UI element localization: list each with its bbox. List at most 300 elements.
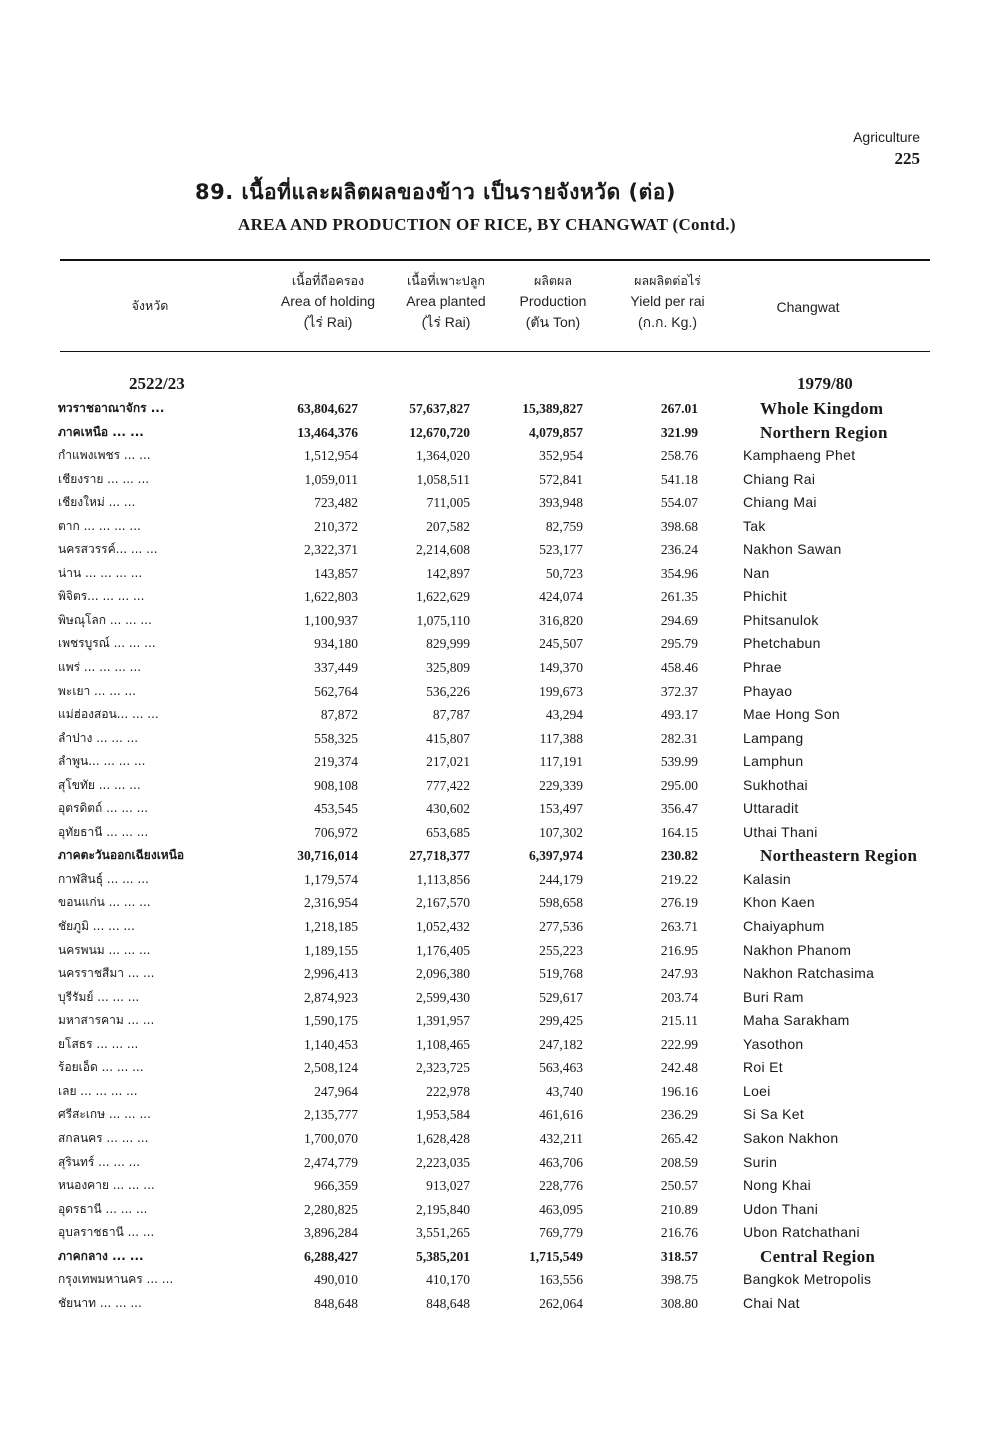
table-row — [0, 515, 990, 539]
table-row — [0, 468, 990, 492]
yield-cell: 219.22 — [660, 871, 698, 887]
holding-cell: 1,590,175 — [304, 1013, 358, 1029]
production-cell: 107,302 — [539, 824, 583, 840]
production-cell: 1,715,549 — [529, 1248, 583, 1264]
planted-cell: 913,027 — [426, 1178, 470, 1194]
production-cell: 50,723 — [545, 565, 583, 581]
holding-cell: 13,464,376 — [297, 424, 358, 440]
changwat-cell: Phichit — [743, 588, 788, 605]
yield-cell: 230.82 — [660, 848, 698, 864]
yield-cell: 196.16 — [660, 1083, 698, 1099]
holding-cell: 219,374 — [314, 754, 358, 770]
yield-cell: 308.80 — [660, 1295, 698, 1311]
table-row — [0, 1174, 990, 1198]
holding-cell: 2,996,413 — [304, 966, 358, 982]
yield-cell: 236.24 — [660, 542, 698, 558]
yield-cell: 242.48 — [660, 1060, 698, 1076]
production-cell: 432,211 — [539, 1130, 583, 1146]
yield-cell: 222.99 — [660, 1036, 698, 1052]
production-cell: 519,768 — [539, 966, 583, 982]
yield-cell: 267.01 — [660, 401, 698, 416]
yield-cell: 164.15 — [660, 824, 698, 840]
production-cell: 572,841 — [539, 471, 583, 487]
production-cell: 316,820 — [539, 612, 583, 628]
holding-cell: 3,896,284 — [304, 1225, 358, 1241]
production-cell: 255,223 — [539, 942, 583, 958]
holding-cell: 2,135,777 — [304, 1107, 358, 1123]
yield-cell: 372.37 — [660, 683, 698, 699]
table-row — [0, 562, 990, 586]
planted-cell: 12,670,720 — [409, 424, 470, 440]
holding-cell: 2,874,923 — [304, 989, 358, 1005]
changwat-cell: Mae Hong Son — [743, 706, 840, 723]
holding-cell: 6,288,427 — [304, 1248, 358, 1264]
column-header-planted-english: Area planted — [406, 293, 486, 309]
province-thai-cell: ลำพูน... ... ... ... — [58, 754, 146, 769]
holding-cell: 723,482 — [314, 495, 358, 511]
table-row — [0, 1056, 990, 1080]
planted-cell: 829,999 — [426, 636, 470, 652]
planted-cell: 325,809 — [426, 660, 470, 676]
yield-cell: 458.46 — [660, 660, 698, 676]
planted-cell: 3,551,265 — [416, 1225, 470, 1241]
planted-cell: 2,223,035 — [416, 1154, 470, 1170]
page-number: 225 — [894, 149, 920, 168]
column-header-yield — [605, 270, 730, 333]
province-thai-cell: ภาคตะวันออกเฉียงเหนือ — [58, 848, 185, 863]
yield-cell: 208.59 — [660, 1154, 698, 1170]
column-header-yield-english: Yield per rai — [630, 293, 705, 309]
holding-cell: 2,508,124 — [304, 1060, 358, 1076]
production-cell: 149,370 — [539, 660, 583, 676]
yield-cell: 398.75 — [660, 1272, 698, 1288]
holding-cell: 558,325 — [314, 730, 358, 746]
column-header-yield-unit: (ก.ก. Kg.) — [638, 314, 697, 330]
changwat-cell: Nakhon Ratchasima — [743, 965, 875, 982]
planted-cell: 2,214,608 — [416, 542, 470, 558]
yield-cell: 356.47 — [660, 801, 698, 817]
planted-cell: 430,602 — [426, 801, 470, 817]
planted-cell: 2,599,430 — [416, 989, 470, 1005]
changwat-cell: Chiang Rai — [743, 470, 816, 487]
changwat-cell: Phrae — [743, 659, 782, 676]
production-cell: 247,182 — [539, 1036, 583, 1052]
yield-cell: 354.96 — [660, 565, 698, 581]
planted-cell: 27,718,377 — [409, 848, 470, 864]
province-thai-cell: ศรีสะเกษ ... ... ... — [58, 1107, 151, 1122]
province-thai-cell: แพร่ ... ... ... ... — [58, 660, 142, 675]
province-thai-cell: ภาคเหนือ ... ... — [58, 424, 144, 439]
planted-cell: 2,323,725 — [416, 1060, 470, 1076]
table-row — [0, 1033, 990, 1057]
yield-cell: 263.71 — [660, 919, 698, 935]
changwat-cell: Nakhon Phanom — [743, 941, 852, 958]
holding-cell: 247,964 — [314, 1083, 358, 1099]
column-header-planted-unit: (ไร่ Rai) — [421, 314, 471, 330]
table-row — [0, 632, 990, 656]
production-cell: 15,389,827 — [522, 401, 583, 416]
planted-cell: 2,167,570 — [416, 895, 470, 911]
production-cell: 117,191 — [539, 754, 583, 770]
yield-cell: 295.00 — [660, 777, 698, 793]
changwat-cell: Loei — [743, 1082, 771, 1099]
holding-cell: 706,972 — [314, 824, 358, 840]
province-thai-cell: ตาก ... ... ... ... — [58, 518, 141, 533]
planted-cell: 1,622,629 — [416, 589, 470, 605]
changwat-cell: Sukhothai — [743, 776, 808, 793]
province-thai-cell: อุดรธานี ... ... ... — [58, 1201, 148, 1216]
yield-cell: 539.99 — [660, 754, 698, 770]
changwat-cell: Yasothon — [743, 1035, 804, 1052]
table-row — [0, 1103, 990, 1127]
province-thai-cell: เชียงราย ... ... ... — [58, 471, 150, 486]
changwat-cell: Chai Nat — [743, 1294, 800, 1311]
changwat-cell: Kalasin — [743, 870, 792, 887]
production-cell: 299,425 — [539, 1013, 583, 1029]
planted-cell: 415,807 — [426, 730, 470, 746]
table-row — [0, 821, 990, 845]
production-cell: 463,706 — [539, 1154, 583, 1170]
table-title-thai: 89. เนื้อที่และผลิตผลของข้าว เป็นรายจังหวัด (ต่อ) — [195, 180, 676, 204]
table-row — [0, 797, 990, 821]
table-row — [0, 656, 990, 680]
province-thai-cell: สุโขทัย ... ... ... — [58, 777, 141, 792]
province-thai-cell: นครราชสีมา ... ... — [58, 966, 155, 981]
header-top-rule — [60, 259, 930, 261]
production-cell: 393,948 — [539, 495, 583, 511]
year-label-thai: 2522/23 — [129, 374, 185, 393]
changwat-cell: Surin — [743, 1153, 778, 1170]
planted-cell: 207,582 — [426, 518, 470, 534]
production-cell: 461,616 — [539, 1107, 583, 1123]
table-row — [0, 444, 990, 468]
production-cell: 245,507 — [539, 636, 583, 652]
production-cell: 199,673 — [539, 683, 583, 699]
table-row-region-total — [0, 844, 990, 868]
table-row — [0, 1292, 990, 1316]
province-thai-cell: ภาคกลาง ... ... — [58, 1248, 144, 1263]
production-cell: 4,079,857 — [529, 424, 583, 440]
holding-cell: 848,648 — [314, 1295, 358, 1311]
changwat-cell: Phitsanulok — [743, 611, 819, 628]
changwat-cell: Central Region — [760, 1246, 876, 1266]
changwat-cell: Chaiyaphum — [743, 918, 825, 935]
yield-cell: 318.57 — [660, 1248, 698, 1264]
production-cell: 153,497 — [539, 801, 583, 817]
holding-cell: 2,322,371 — [304, 542, 358, 558]
yield-cell: 554.07 — [660, 495, 698, 511]
table-row — [0, 1127, 990, 1151]
province-thai-cell: สกลนคร ... ... ... — [58, 1130, 149, 1145]
province-thai-cell: พิษณุโลก ... ... ... — [58, 612, 152, 627]
table-row — [0, 1151, 990, 1175]
table-row — [0, 750, 990, 774]
table-row — [0, 891, 990, 915]
planted-cell: 1,058,511 — [416, 471, 470, 487]
province-thai-cell: กรุงเทพมหานคร ... ... — [58, 1272, 174, 1287]
province-thai-cell: นครสวรรค์... ... ... — [58, 542, 158, 557]
production-cell: 563,463 — [539, 1060, 583, 1076]
column-header-planted — [390, 270, 502, 333]
changwat-cell: Nakhon Sawan — [743, 541, 842, 558]
production-cell: 43,294 — [545, 707, 583, 723]
column-header-holding-english: Area of holding — [280, 293, 376, 309]
changwat-cell: Udon Thani — [743, 1200, 819, 1217]
table-row — [0, 962, 990, 986]
yield-cell: 236.29 — [660, 1107, 698, 1123]
planted-cell: 410,170 — [426, 1272, 470, 1288]
column-header-holding-unit: (ไร่ Rai) — [303, 314, 353, 330]
production-cell: 262,064 — [539, 1295, 583, 1311]
holding-cell: 2,316,954 — [304, 895, 358, 911]
planted-cell: 711,005 — [426, 495, 470, 511]
changwat-cell: Sakon Nakhon — [743, 1129, 839, 1146]
changwat-cell: Northern Region — [760, 422, 888, 442]
production-cell: 769,779 — [539, 1225, 583, 1241]
province-thai-cell: ลำปาง ... ... ... — [58, 730, 139, 745]
changwat-cell: Khon Kaen — [743, 894, 815, 911]
holding-cell: 1,622,803 — [304, 589, 358, 605]
planted-cell: 1,953,584 — [416, 1107, 470, 1123]
changwat-cell: Chiang Mai — [743, 494, 817, 511]
yield-cell: 294.69 — [660, 612, 698, 628]
province-thai-cell: นครพนม ... ... ... — [58, 942, 151, 957]
holding-cell: 1,512,954 — [304, 448, 358, 464]
holding-cell: 1,189,155 — [304, 942, 358, 958]
planted-cell: 653,685 — [426, 824, 470, 840]
province-thai-cell: เพชรบูรณ์ ... ... ... — [58, 636, 156, 651]
changwat-cell: Si Sa Ket — [743, 1106, 805, 1123]
column-header-changwat: Changwat — [776, 299, 840, 315]
production-cell: 228,776 — [539, 1178, 583, 1194]
changwat-cell: Tak — [743, 517, 766, 534]
yield-cell: 216.95 — [660, 942, 698, 958]
holding-cell: 30,716,014 — [297, 848, 358, 864]
production-cell: 598,658 — [539, 895, 583, 911]
province-thai-cell: บุรีรัมย์ ... ... ... — [58, 989, 140, 1004]
yield-cell: 493.17 — [660, 707, 698, 723]
holding-cell: 1,140,453 — [304, 1036, 358, 1052]
changwat-cell: Lamphun — [743, 753, 804, 770]
planted-cell: 777,422 — [426, 777, 470, 793]
production-cell: 277,536 — [539, 919, 583, 935]
production-cell: 6,397,974 — [529, 848, 583, 864]
province-thai-cell: เลย ... ... ... ... — [58, 1083, 138, 1098]
changwat-cell: Kamphaeng Phet — [743, 447, 856, 464]
holding-cell: 1,059,011 — [304, 471, 358, 487]
column-header-province: จังหวัด — [131, 298, 169, 313]
column-header-production — [503, 270, 603, 333]
planted-cell: 536,226 — [426, 683, 470, 699]
holding-cell: 966,359 — [314, 1178, 358, 1194]
table-row — [0, 491, 990, 515]
table-row-region-total — [0, 397, 990, 421]
table-row — [0, 585, 990, 609]
changwat-cell: Phetchabun — [743, 635, 821, 652]
table-row — [0, 1080, 990, 1104]
header-bottom-rule — [60, 351, 930, 352]
holding-cell: 2,280,825 — [304, 1201, 358, 1217]
column-header-production-unit: (ตัน Ton) — [525, 314, 581, 330]
holding-cell: 934,180 — [314, 636, 358, 652]
changwat-cell: Nong Khai — [743, 1177, 812, 1194]
province-thai-cell: อุตรดิตถ์ ... ... ... — [58, 801, 149, 816]
holding-cell: 1,700,070 — [304, 1130, 358, 1146]
holding-cell: 1,100,937 — [304, 612, 358, 628]
changwat-cell: Maha Sarakham — [743, 1012, 850, 1029]
province-thai-cell: ร้อยเอ็ด ... ... ... — [58, 1060, 144, 1075]
column-header-planted-thai: เนื้อที่เพาะปลูก — [407, 273, 485, 288]
yield-cell: 261.35 — [660, 589, 698, 605]
column-header-production-english: Production — [519, 293, 587, 309]
holding-cell: 210,372 — [314, 518, 358, 534]
holding-cell: 87,872 — [320, 707, 358, 723]
year-label-english: 1979/80 — [797, 374, 853, 393]
holding-cell: 63,804,627 — [297, 401, 358, 416]
province-thai-cell: ชัยนาท ... ... ... — [58, 1295, 142, 1310]
table-body — [0, 397, 990, 1315]
changwat-cell: Uttaradit — [743, 800, 799, 817]
yield-cell: 265.42 — [660, 1130, 698, 1146]
province-thai-cell: พิจิตร... ... ... ... — [58, 589, 145, 604]
changwat-cell: Uthai Thani — [743, 823, 818, 840]
table-row — [0, 1009, 990, 1033]
table-row — [0, 680, 990, 704]
table-row — [0, 915, 990, 939]
changwat-cell: Bangkok Metropolis — [743, 1271, 872, 1288]
changwat-cell: Whole Kingdom — [760, 399, 884, 418]
province-thai-cell: หนองคาย ... ... ... — [58, 1178, 155, 1193]
yield-cell: 321.99 — [660, 424, 698, 440]
table-row — [0, 1198, 990, 1222]
planted-cell: 2,096,380 — [416, 966, 470, 982]
planted-cell: 1,364,020 — [416, 448, 470, 464]
column-header-holding — [268, 270, 388, 333]
province-thai-cell: แม่ฮ่องสอน... ... ... — [58, 707, 159, 722]
table-title-english: AREA AND PRODUCTION OF RICE, BY CHANGWAT (Contd.) — [238, 215, 736, 234]
province-thai-cell: ขอนแก่น ... ... ... — [58, 895, 151, 910]
holding-cell: 2,474,779 — [304, 1154, 358, 1170]
yield-cell: 215.11 — [661, 1013, 698, 1029]
province-thai-cell: อุบลราชธานี ... ... — [58, 1225, 155, 1240]
production-cell: 424,074 — [539, 589, 583, 605]
planted-cell: 1,176,405 — [416, 942, 470, 958]
planted-cell: 1,075,110 — [416, 612, 470, 628]
production-cell: 229,339 — [539, 777, 583, 793]
province-thai-cell: ทวราชอาณาจักร ... — [58, 401, 165, 415]
province-thai-cell: ชัยภูมิ ... ... ... — [58, 919, 135, 934]
holding-cell: 562,764 — [314, 683, 358, 699]
planted-cell: 142,897 — [426, 565, 470, 581]
production-cell: 463,095 — [539, 1201, 583, 1217]
yield-cell: 541.18 — [660, 471, 698, 487]
holding-cell: 490,010 — [314, 1272, 358, 1288]
yield-cell: 216.76 — [660, 1225, 698, 1241]
changwat-cell: Phayao — [743, 682, 793, 699]
planted-cell: 5,385,201 — [416, 1248, 470, 1264]
table-row — [0, 1221, 990, 1245]
column-header-holding-thai: เนื้อที่ถือครอง — [291, 273, 365, 288]
province-thai-cell: กำแพงเพชร ... ... — [58, 448, 151, 463]
yield-cell: 398.68 — [660, 518, 698, 534]
holding-cell: 908,108 — [314, 777, 358, 793]
holding-cell: 1,179,574 — [304, 871, 358, 887]
production-cell: 244,179 — [539, 871, 583, 887]
province-thai-cell: กาฬสินธุ์ ... ... ... — [58, 871, 149, 886]
changwat-cell: Nan — [743, 564, 770, 581]
planted-cell: 848,648 — [426, 1295, 470, 1311]
changwat-cell: Ubon Ratchathani — [743, 1224, 860, 1241]
table-row-region-total — [0, 421, 990, 445]
changwat-cell: Lampang — [743, 729, 804, 746]
production-cell: 163,556 — [539, 1272, 583, 1288]
planted-cell: 1,108,465 — [416, 1036, 470, 1052]
yield-cell: 247.93 — [660, 966, 698, 982]
planted-cell: 87,787 — [432, 707, 470, 723]
holding-cell: 453,545 — [314, 801, 358, 817]
province-thai-cell: พะเยา ... ... ... — [58, 683, 136, 698]
changwat-cell: Roi Et — [743, 1059, 783, 1076]
planted-cell: 1,113,856 — [416, 871, 470, 887]
province-thai-cell: สุรินทร์ ... ... ... — [58, 1154, 141, 1169]
holding-cell: 337,449 — [314, 660, 358, 676]
column-header-yield-thai: ผลผลิตต่อไร่ — [634, 273, 701, 288]
table-row — [0, 1268, 990, 1292]
production-cell: 117,388 — [539, 730, 583, 746]
table-row — [0, 727, 990, 751]
yield-cell: 258.76 — [660, 448, 698, 464]
planted-cell: 57,637,827 — [409, 401, 470, 416]
table-row — [0, 538, 990, 562]
province-thai-cell: น่าน ... ... ... ... — [58, 565, 143, 580]
changwat-cell: Northeastern Region — [760, 846, 918, 866]
yield-cell: 282.31 — [660, 730, 698, 746]
planted-cell: 1,391,957 — [416, 1013, 470, 1029]
table-row — [0, 939, 990, 963]
province-thai-cell: อุทัยธานี ... ... ... — [58, 824, 149, 839]
table-row — [0, 868, 990, 892]
table-row — [0, 703, 990, 727]
province-thai-cell: เชียงใหม่ ... ... — [58, 495, 136, 510]
planted-cell: 217,021 — [426, 754, 470, 770]
table-row — [0, 986, 990, 1010]
changwat-cell: Buri Ram — [743, 988, 804, 1005]
planted-cell: 222,978 — [426, 1083, 470, 1099]
planted-cell: 1,628,428 — [416, 1130, 470, 1146]
planted-cell: 2,195,840 — [416, 1201, 470, 1217]
holding-cell: 143,857 — [314, 565, 358, 581]
yield-cell: 210.89 — [660, 1201, 698, 1217]
table-row-region-total — [0, 1245, 990, 1269]
production-cell: 82,759 — [545, 518, 583, 534]
yield-cell: 250.57 — [660, 1178, 698, 1194]
production-cell: 43,740 — [545, 1083, 583, 1099]
section-label: Agriculture — [853, 129, 920, 145]
production-cell: 529,617 — [539, 989, 583, 1005]
yield-cell: 276.19 — [660, 895, 698, 911]
province-thai-cell: ยโสธร ... ... ... — [58, 1036, 139, 1051]
planted-cell: 1,052,432 — [416, 919, 470, 935]
column-header-production-thai: ผลิตผล — [533, 273, 573, 288]
production-cell: 523,177 — [539, 542, 583, 558]
yield-cell: 203.74 — [660, 989, 698, 1005]
table-row — [0, 609, 990, 633]
production-cell: 352,954 — [539, 448, 583, 464]
yield-cell: 295.79 — [660, 636, 698, 652]
table-row — [0, 774, 990, 798]
province-thai-cell: มหาสารคาม ... ... — [58, 1013, 155, 1028]
holding-cell: 1,218,185 — [304, 919, 358, 935]
